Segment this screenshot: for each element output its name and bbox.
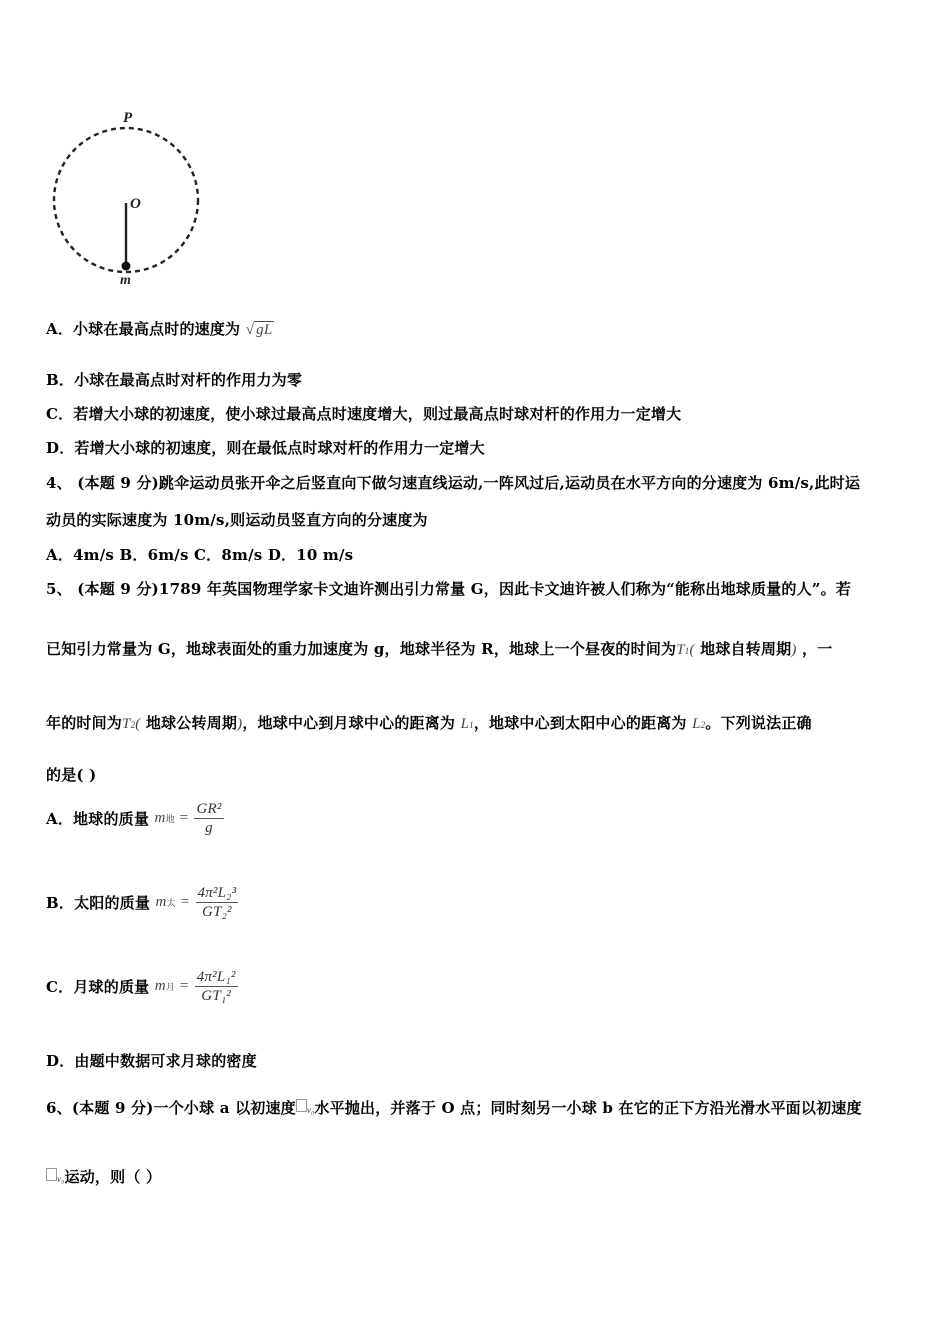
q5-option-a-den: g [205, 820, 213, 836]
t1-symbol: T1( [676, 642, 695, 658]
l1-symbol: L1 [460, 716, 474, 732]
q5-option-a [46, 800, 224, 837]
q6-stem-line2 [46, 1166, 161, 1187]
q5-option-b [46, 884, 238, 921]
sqrt-gl-radicand: gL [256, 322, 273, 338]
q6-line2-text-b: 运动，则（ ） [64, 1168, 162, 1186]
missing-glyph-icon [296, 1099, 307, 1112]
q4-stem-line2: 动员的实际速度为 10m/s,则运动员竖直方向的分速度为 [46, 511, 428, 529]
q5-line2-text-c: ，一 [801, 640, 833, 658]
q5-option-c-mass: m月 = [154, 978, 190, 994]
q3-option-c: C．若增大小球的初速度，使小球过最高点时速度增大，则过最高点时球对杆的作用力一定增大 [46, 405, 682, 423]
q5-option-a-fraction [194, 800, 223, 837]
q5-option-b-text: B．太阳的质量 [46, 894, 151, 912]
q3-option-a [46, 318, 274, 339]
q5-option-a-text: A．地球的质量 [46, 810, 150, 828]
q5-option-c-text: C．月球的质量 [46, 978, 150, 996]
l1-letter: L [460, 716, 470, 732]
circle-rod-diagram [40, 100, 220, 295]
q3-option-d: D．若增大小球的初速度，则在最低点时球对杆的作用力一定增大 [46, 439, 485, 457]
q5-stem-line1: 5、 (本题 9 分)1789 年英国物理学家卡文迪许测出引力常量 G，因此卡文迪许被人们称为“能称出地球质量的人”。若 [46, 580, 851, 598]
q5-stem-line3: 年的时间为T2( 地球公转周期)，地球中心到月球中心的距离为 L1，地球中心到太阳中心的距离为 L2。下列说法正确 [46, 714, 812, 732]
q5-line3-text-b: 地球公转周期 [145, 714, 238, 732]
t2-letter: T [122, 716, 131, 732]
q5-option-b-den: GT₂² [202, 904, 232, 920]
q5-option-c-num: 4π²L₁² [196, 969, 236, 985]
q5-line3-text-e: 。下列说法正确 [705, 714, 812, 732]
q5-line3-text-c: ，地球中心到月球中心的距离为 [242, 714, 456, 732]
q5-option-b-fraction [196, 884, 239, 921]
q3-option-b: B．小球在最高点时对杆的作用力为零 [46, 371, 303, 389]
l2-letter: L [692, 716, 701, 732]
q4-stem-line1: 4、 (本题 9 分)跳伞运动员张开伞之后竖直向下做匀速直线运动,一阵风过后,运动员在水平方向的分速度为 6m/s,此时运 [46, 474, 861, 492]
q5-option-c-sub: 月 [165, 982, 176, 992]
sqrt-gl: √ gL [245, 322, 273, 338]
q5-option-c-symbol: m [154, 978, 166, 994]
q5-line2-text-b: 地球自转周期 [700, 640, 792, 658]
q6-line2-v0: v₀ [57, 1174, 65, 1184]
q5-option-a-symbol: m [154, 810, 166, 826]
t1-letter: T [676, 642, 685, 658]
label-m: m [120, 273, 131, 288]
q6-line1-text-a: 6、(本题 9 分)一个小球 a 以初速度 [46, 1099, 296, 1117]
q5-stem-line2: 已知引力常量为 G，地球表面处的重力加速度为 g，地球半径为 R，地球上一个昼夜的时间为T1( 地球自转周期) ，一 [46, 640, 833, 658]
label-p: P [123, 110, 133, 126]
q5-option-a-num: GR² [196, 801, 222, 817]
q5-option-b-sub: 太 [166, 898, 176, 908]
q5-line3-text-d: ，地球中心到太阳中心的距离为 [473, 714, 687, 732]
q5-option-c [46, 968, 238, 1005]
label-o: O [130, 196, 141, 212]
q5-stem-line4: 的是( ) [46, 766, 97, 784]
q4-options: A．4m/s B．6m/s C．8m/s D．10 m/s [46, 546, 354, 564]
q6-line1-v0: v₀ [306, 1105, 315, 1115]
t2-symbol: T2( [122, 716, 141, 732]
q6-stem-line1 [46, 1097, 862, 1118]
ball-m [122, 262, 131, 271]
q5-line2-text-a: 已知引力常量为 G，地球表面处的重力加速度为 g，地球半径为 R，地球上一个昼夜的时间为 [46, 640, 677, 658]
q5-option-b-symbol: m [155, 894, 167, 910]
l2-symbol: L2 [692, 716, 706, 732]
q5-option-b-num: 4π²L₂³ [197, 885, 237, 901]
q6-line1-text-b: 水平抛出，并落于 O 点；同时刻另一小球 b 在它的正下方沿光滑水平面以初速度 [314, 1099, 862, 1117]
missing-glyph-icon [46, 1168, 57, 1181]
q5-option-c-den: GT₁² [201, 988, 231, 1004]
q5-option-d: D．由题中数据可求月球的密度 [46, 1052, 257, 1070]
q3-option-a-text: A．小球在最高点时的速度为 [46, 320, 241, 338]
q5-option-a-sub: 地 [165, 814, 175, 824]
q5-option-b-mass: m太 = [155, 894, 191, 910]
q5-option-c-fraction [195, 968, 238, 1005]
q5-option-a-mass: m地 = [154, 810, 190, 826]
q5-line3-text-a: 年的时间为 [46, 714, 123, 732]
